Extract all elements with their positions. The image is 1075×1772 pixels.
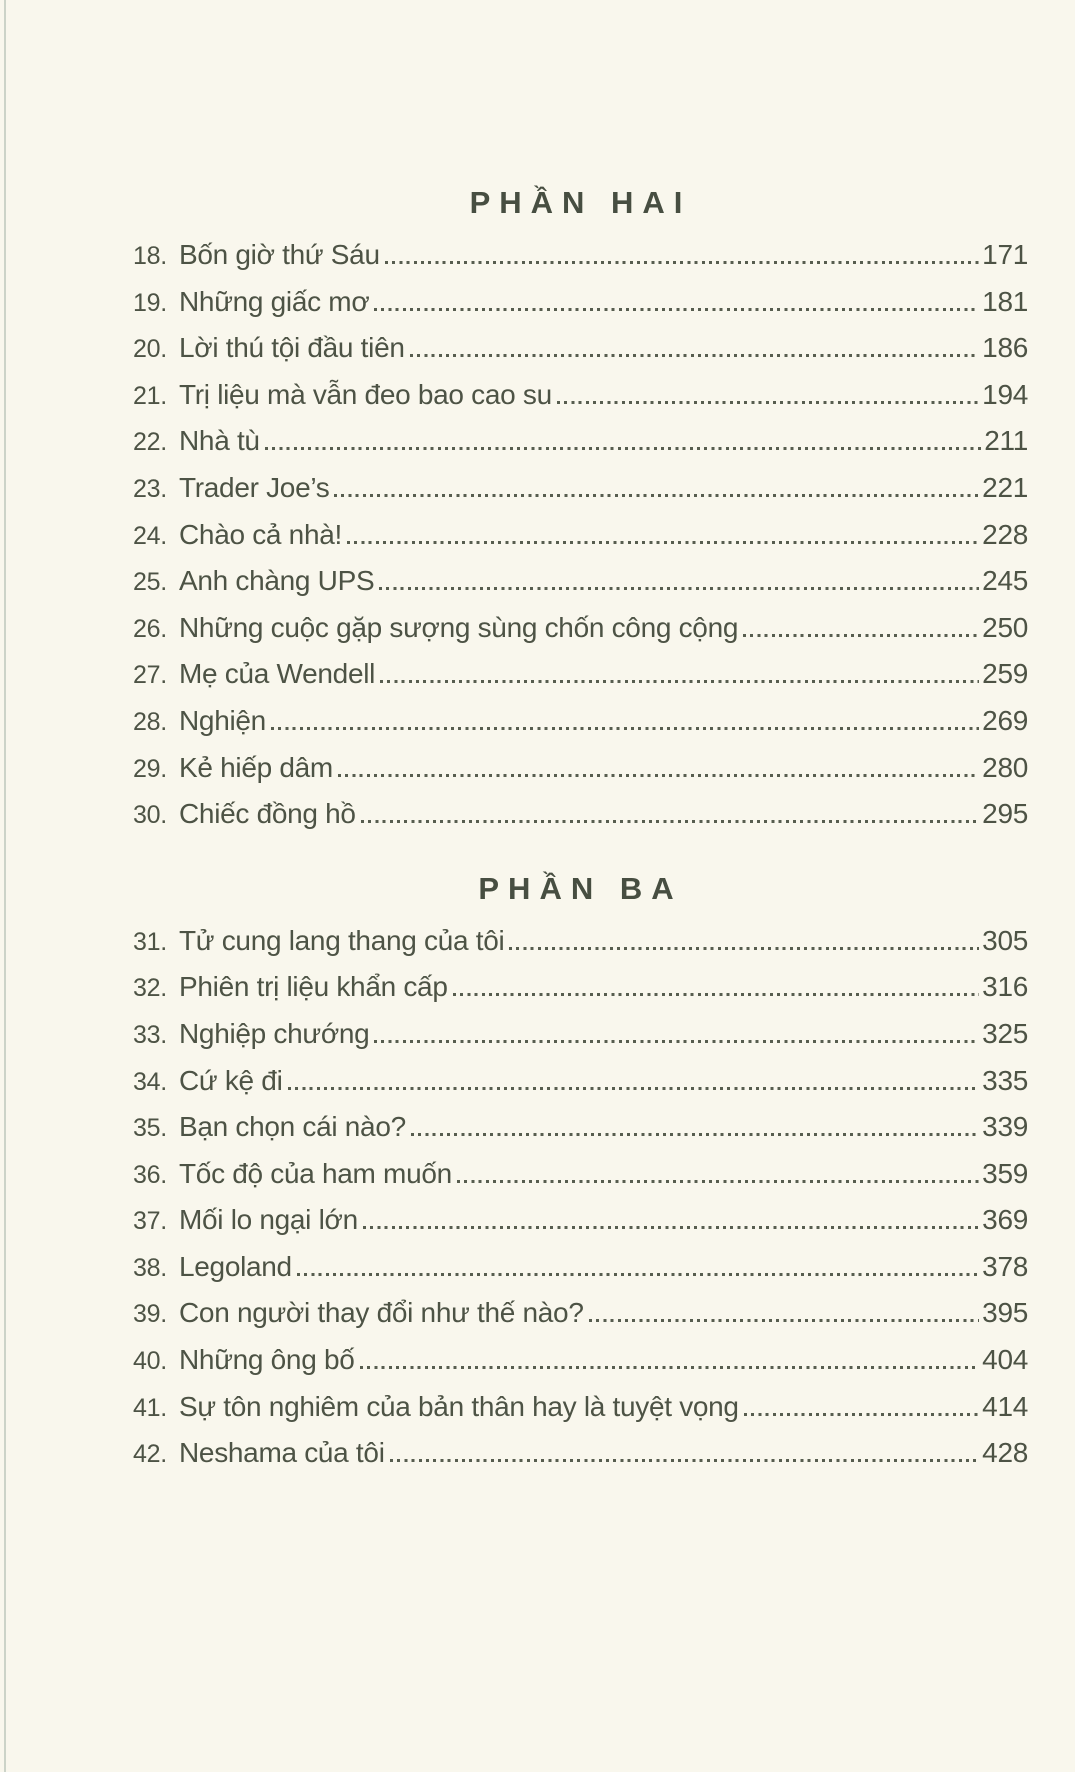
dot-leader xyxy=(374,1040,979,1043)
entry-page-number: 269 xyxy=(982,704,1028,736)
entry-number: 23. xyxy=(133,474,167,503)
toc-entry-row xyxy=(133,561,1028,608)
entry-page-number: 339 xyxy=(982,1111,1028,1143)
dot-leader xyxy=(743,634,979,637)
entry-page-number: 211 xyxy=(984,425,1028,457)
toc-entry-row xyxy=(133,921,1028,968)
entry-title: Mẹ của Wendell xyxy=(179,658,376,690)
toc-entry-row xyxy=(133,967,1028,1014)
entry-title: Sự tôn nghiêm của bản thân hay là tuyệt vọng xyxy=(179,1390,739,1422)
entry-title: Nghiệp chướng xyxy=(179,1017,370,1049)
entry-number: 42. xyxy=(133,1440,167,1469)
section-heading: PHẦN BA xyxy=(478,870,683,906)
toc-entry-row xyxy=(133,282,1028,329)
entry-page-number: 186 xyxy=(982,332,1028,364)
entry-title: Phiên trị liệu khẩn cấp xyxy=(179,971,448,1003)
dot-leader xyxy=(271,727,979,730)
toc-section xyxy=(133,185,1028,841)
entry-page-number: 221 xyxy=(982,471,1028,503)
entry-number: 26. xyxy=(133,614,167,643)
toc-section xyxy=(133,871,1028,1480)
toc-entry-row xyxy=(133,1433,1028,1480)
section-entries xyxy=(133,235,1028,841)
dot-leader xyxy=(411,1133,979,1136)
dot-leader xyxy=(363,1226,979,1229)
dot-leader xyxy=(360,1366,980,1369)
dot-leader xyxy=(410,354,980,357)
entry-title: Những giấc mơ xyxy=(179,285,370,317)
dot-leader xyxy=(453,993,980,996)
entry-page-number: 359 xyxy=(982,1157,1028,1189)
entry-page-number: 171 xyxy=(982,239,1028,270)
toc-entry-row xyxy=(133,794,1028,841)
entry-page-number: 414 xyxy=(982,1390,1028,1422)
entry-page-number: 280 xyxy=(982,751,1028,783)
entry-page-number: 250 xyxy=(982,611,1028,643)
entry-page-number: 194 xyxy=(982,378,1028,410)
entry-page-number: 325 xyxy=(982,1017,1028,1049)
entry-title: Nhà tù xyxy=(179,425,260,457)
entry-title: Anh chàng UPS xyxy=(179,565,375,597)
entry-number: 32. xyxy=(133,974,167,1003)
entry-number: 40. xyxy=(133,1347,167,1376)
entry-title: Chiếc đồng hồ xyxy=(179,798,356,830)
entry-number: 24. xyxy=(133,521,167,550)
entry-number: 30. xyxy=(133,801,167,830)
dot-leader xyxy=(379,587,979,590)
dot-leader xyxy=(297,1273,979,1276)
entry-number: 41. xyxy=(133,1393,167,1422)
toc-entry-row xyxy=(133,515,1028,562)
toc-entry-row xyxy=(133,1061,1028,1108)
toc-entry-row xyxy=(133,701,1028,748)
dot-leader xyxy=(509,947,979,950)
entry-number: 36. xyxy=(133,1160,167,1189)
entry-page-number: 181 xyxy=(982,285,1028,317)
dot-leader xyxy=(338,774,979,777)
entry-title: Bạn chọn cái nào? xyxy=(179,1111,406,1143)
entry-number: 20. xyxy=(133,335,167,364)
dot-leader xyxy=(374,308,979,311)
entry-page-number: 369 xyxy=(982,1204,1028,1236)
entry-number: 19. xyxy=(133,288,167,317)
entry-page-number: 228 xyxy=(982,518,1028,550)
dot-leader xyxy=(457,1180,979,1183)
dot-leader xyxy=(380,680,979,683)
toc-entry-row xyxy=(133,235,1028,282)
entry-number: 39. xyxy=(133,1300,167,1329)
entry-title: Những cuộc gặp sượng sùng chốn công cộng xyxy=(179,611,739,643)
entry-number: 18. xyxy=(133,242,167,270)
entry-title: Cứ kệ đi xyxy=(179,1064,283,1096)
entry-title: Neshama của tôi xyxy=(179,1437,385,1469)
entry-number: 38. xyxy=(133,1253,167,1282)
entry-page-number: 395 xyxy=(982,1297,1028,1329)
entry-page-number: 378 xyxy=(982,1250,1028,1282)
entry-page-number: 404 xyxy=(982,1344,1028,1376)
entry-title: Những ông bố xyxy=(179,1344,355,1376)
table-of-contents xyxy=(133,0,1028,1480)
toc-entry-row xyxy=(133,1107,1028,1154)
toc-entry-row xyxy=(133,421,1028,468)
toc-entry-row xyxy=(133,1200,1028,1247)
toc-entry-row xyxy=(133,1293,1028,1340)
dot-leader xyxy=(589,1319,980,1322)
toc-entry-row xyxy=(133,1340,1028,1387)
dot-leader xyxy=(390,1459,980,1462)
toc-entry-row xyxy=(133,1247,1028,1294)
entry-page-number: 316 xyxy=(982,971,1028,1003)
toc-entry-row xyxy=(133,375,1028,422)
toc-entry-row xyxy=(133,748,1028,795)
entry-number: 25. xyxy=(133,568,167,597)
entry-number: 31. xyxy=(133,927,167,956)
toc-entry-row xyxy=(133,1387,1028,1434)
entry-number: 37. xyxy=(133,1207,167,1236)
entry-number: 28. xyxy=(133,707,167,736)
entry-page-number: 305 xyxy=(982,924,1028,956)
toc-entry-row xyxy=(133,1154,1028,1201)
entry-title: Legoland xyxy=(179,1250,292,1282)
entry-number: 21. xyxy=(133,381,167,410)
entry-title: Chào cả nhà! xyxy=(179,518,342,550)
entry-page-number: 335 xyxy=(982,1064,1028,1096)
toc-entry-row xyxy=(133,1014,1028,1061)
toc-entry-row xyxy=(133,468,1028,515)
dot-leader xyxy=(385,261,979,264)
entry-page-number: 428 xyxy=(982,1437,1028,1469)
entry-title: Lời thú tội đầu tiên xyxy=(179,332,405,364)
entry-number: 22. xyxy=(133,428,167,457)
entry-number: 33. xyxy=(133,1020,167,1049)
entry-title: Mối lo ngại lớn xyxy=(179,1204,358,1236)
dot-leader xyxy=(334,494,979,497)
entry-number: 27. xyxy=(133,661,167,690)
entry-page-number: 245 xyxy=(982,565,1028,597)
toc-entry-row xyxy=(133,654,1028,701)
entry-number: 35. xyxy=(133,1114,167,1143)
entry-title: Nghiện xyxy=(179,704,266,736)
dot-leader xyxy=(361,820,979,823)
entry-number: 29. xyxy=(133,754,167,783)
entry-title: Kẻ hiếp dâm xyxy=(179,751,333,783)
toc-entry-row xyxy=(133,328,1028,375)
scan-page-edge xyxy=(4,0,6,1772)
entry-title: Bốn giờ thứ Sáu xyxy=(179,239,380,270)
dot-leader xyxy=(744,1413,979,1416)
dot-leader xyxy=(347,541,979,544)
entry-number: 34. xyxy=(133,1067,167,1096)
section-heading: PHẦN HAI xyxy=(469,185,692,220)
section-entries xyxy=(133,921,1028,1480)
entry-title: Con người thay đổi như thế nào? xyxy=(179,1297,584,1329)
toc-entry-row xyxy=(133,608,1028,655)
entry-title: Trader Joe’s xyxy=(179,471,330,503)
entry-page-number: 295 xyxy=(982,798,1028,830)
entry-page-number: 259 xyxy=(982,658,1028,690)
dot-leader xyxy=(557,401,979,404)
entry-title: Tốc độ của ham muốn xyxy=(179,1157,452,1189)
dot-leader xyxy=(265,447,982,450)
dot-leader xyxy=(288,1087,980,1090)
entry-title: Tử cung lang thang của tôi xyxy=(179,924,505,956)
entry-title: Trị liệu mà vẫn đeo bao cao su xyxy=(179,378,552,410)
